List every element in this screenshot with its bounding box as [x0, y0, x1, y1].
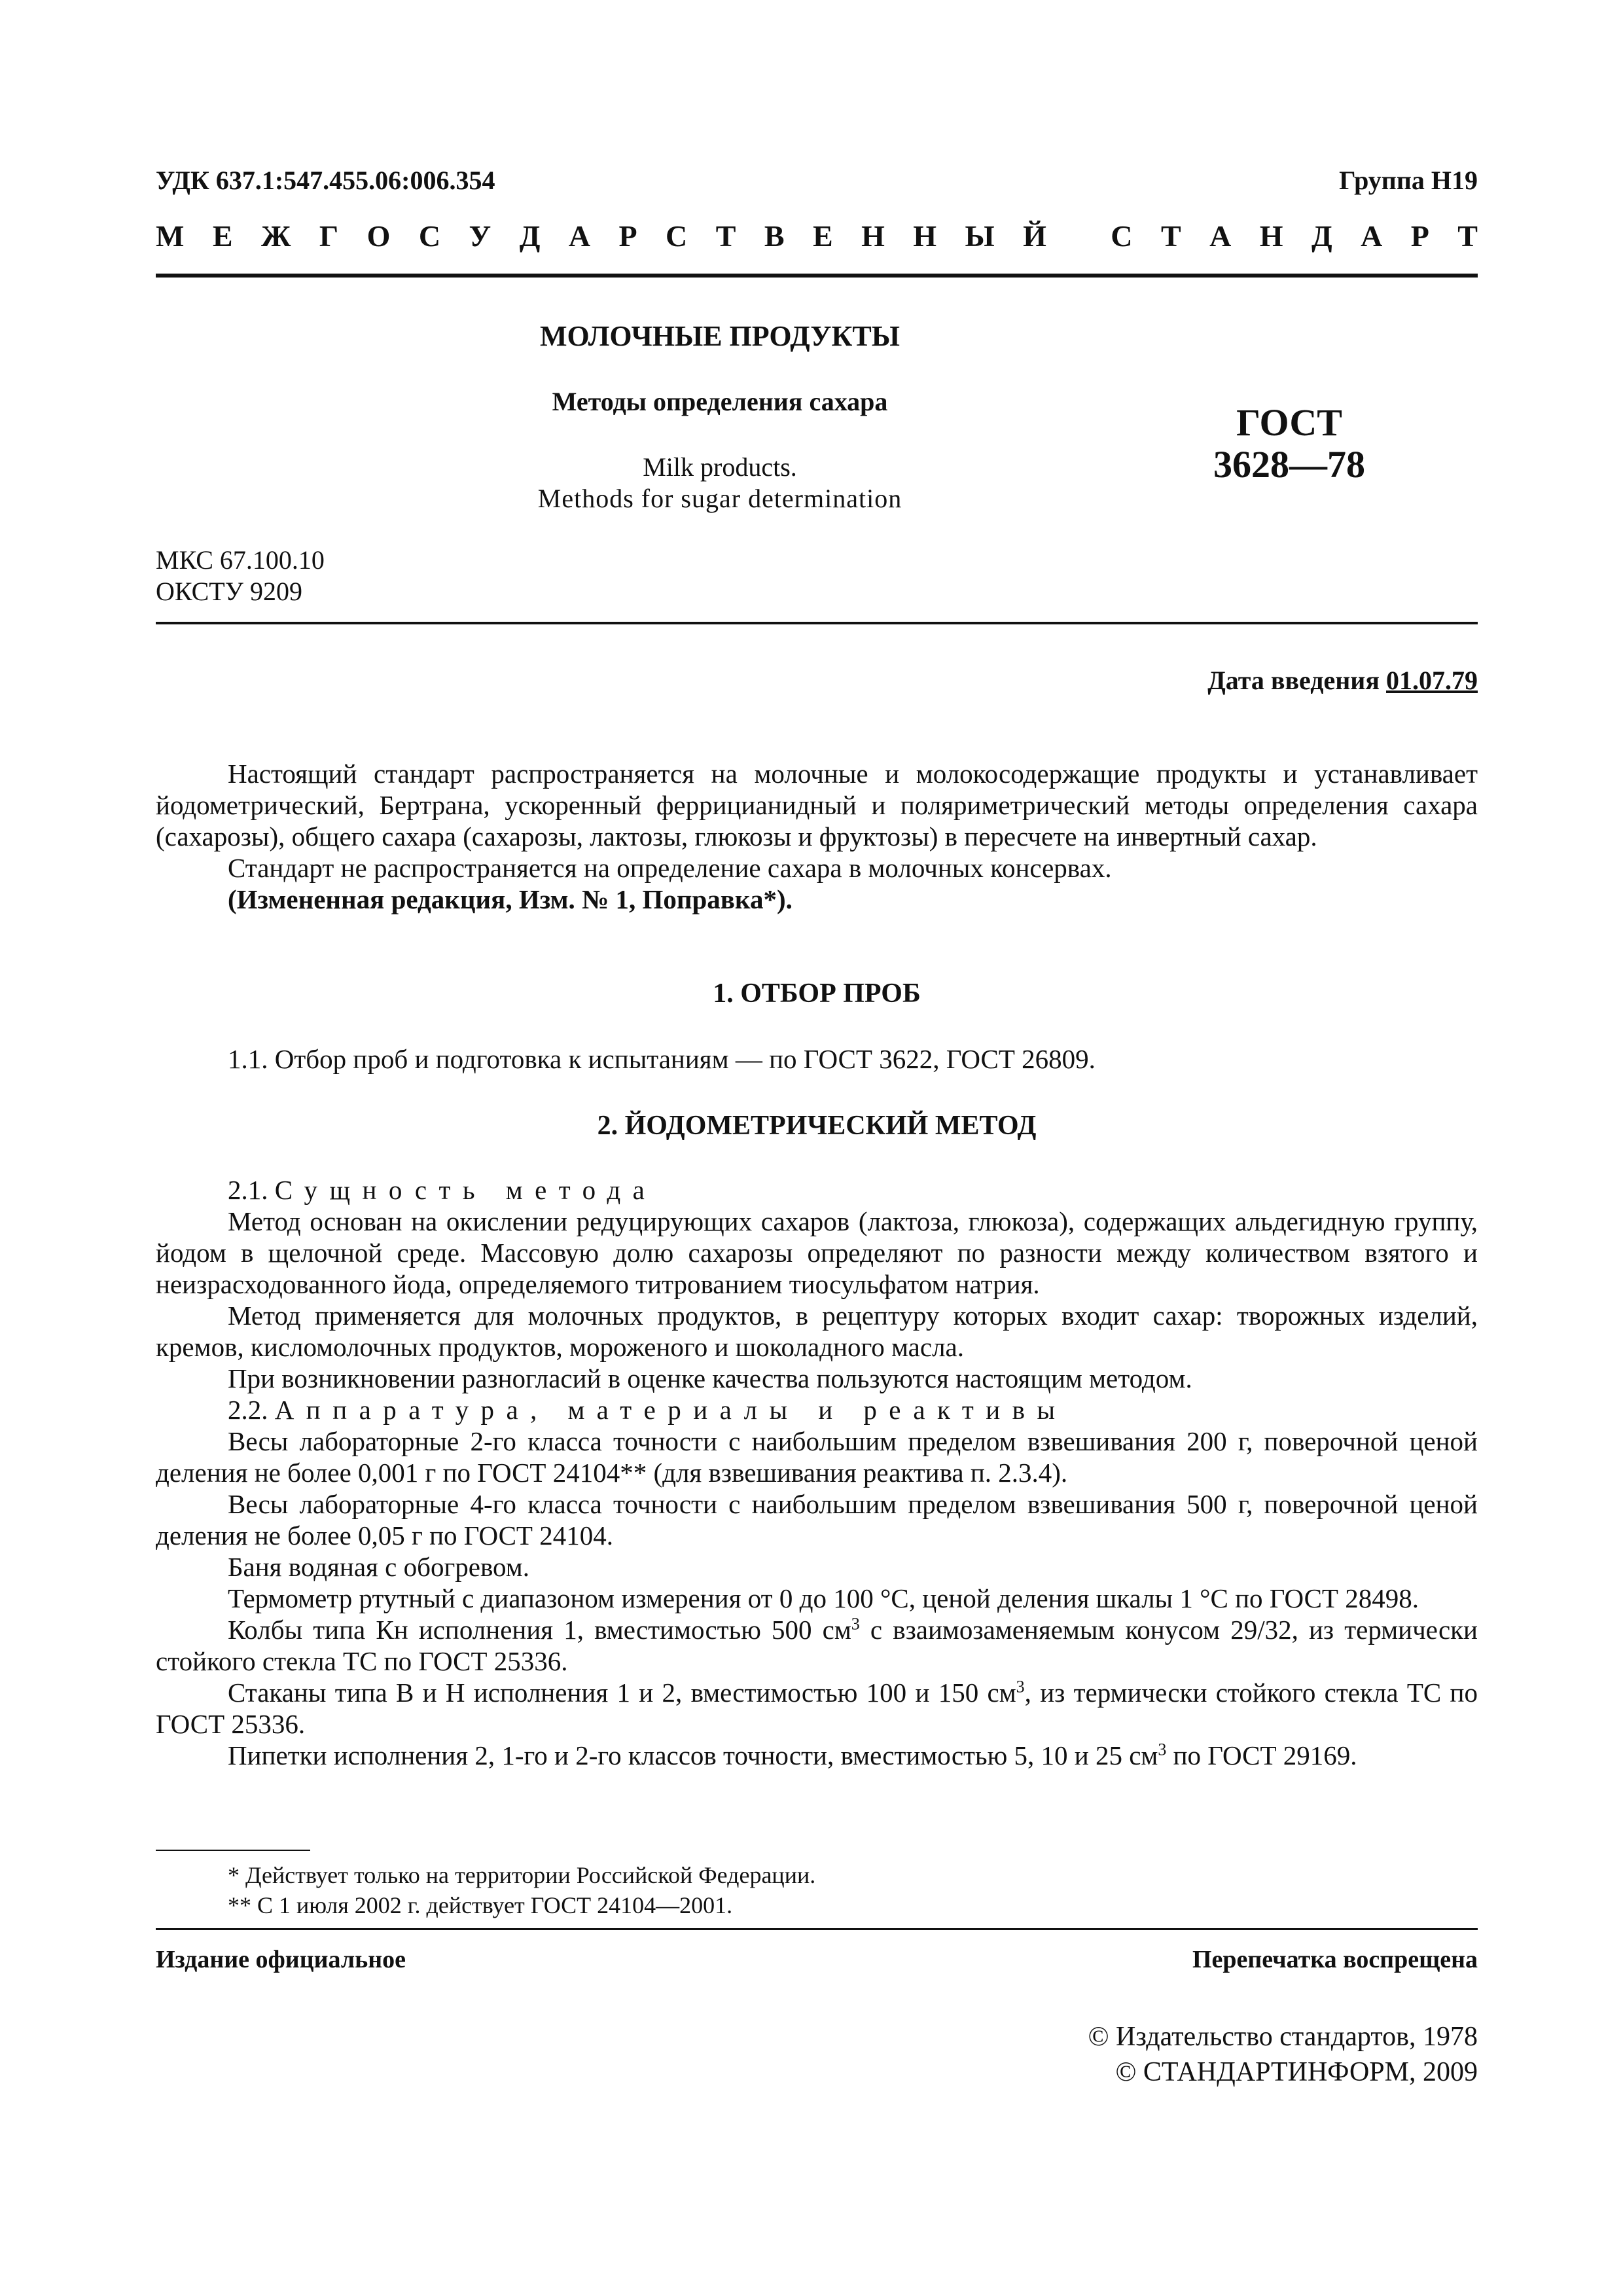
section-2-paragraph-5: Весы лабораторные 4-го класса точности с наибольшим пределом взвешивания 500 г, поверочной ценой деления не более 0,05 г по ГОСТ 24104. — [156, 1489, 1478, 1551]
mks-code: МКС 67.100.10 — [156, 545, 325, 575]
classification-rule — [156, 622, 1478, 624]
standard-type-heading — [156, 219, 1478, 253]
heading-space — [1075, 219, 1082, 253]
section-1-paragraph: 1.1. Отбор проб и подготовка к испытаниям — по ГОСТ 3622, ГОСТ 26809. — [228, 1044, 1096, 1074]
copyright-2: © СТАНДАРТИНФОРМ, 2009 — [1115, 2057, 1478, 2087]
section-2-paragraph-9 — [156, 1677, 1478, 1740]
en-title-line2: Methods for sugar determination — [537, 484, 902, 513]
heading-letter: А — [1361, 219, 1383, 253]
intro-paragraph-1: Настоящий стандарт распространяется на молочные и молокосодержащие продукты и устанавливает йодометрический, Бертрана, ускоренный феррицианидный и поляриметрический методы определения сахара (сахарозы), общего сахара (сахарозы, лактозы, глюкозы и фруктозы) в пересчете на инвертный сахар. — [156, 759, 1478, 852]
section-2-paragraph-6: Баня водяная с обогревом. — [228, 1552, 529, 1582]
ru-subtitle: Методы определения сахара — [552, 387, 888, 416]
intro-date-label: Дата введения — [1207, 666, 1380, 695]
intro-paragraph-3: (Измененная редакция, Изм. № 1, Поправка*). — [228, 884, 793, 914]
footnote-1: * Действует только на территории Российской Федерации. — [228, 1862, 816, 1888]
heading-letter: Т — [715, 219, 736, 253]
heading-letter: А — [568, 219, 591, 253]
subsection-2-2-label: Аппаратура, материалы и реактивы — [274, 1395, 1067, 1425]
section-1-heading: 1. ОТБОР ПРОБ — [713, 978, 921, 1009]
footer-rule — [156, 1928, 1478, 1930]
standard-type-letters — [156, 219, 1478, 253]
heading-letter: Н — [913, 219, 937, 253]
p8-text-c: с взаимозаменяемым конусом 29/32, из термически стойкого стекла ТС по ГОСТ 25336. — [156, 1615, 1478, 1676]
header-rule — [156, 274, 1478, 278]
heading-letter: С — [418, 219, 441, 253]
en-title-line1: Milk products. — [643, 452, 797, 482]
udk-code: УДК 637.1:547.455.06:006.354 — [156, 166, 495, 195]
heading-letter: Г — [319, 219, 339, 253]
subsection-2-1-label: Сущность метода — [274, 1175, 657, 1205]
intro-date-value: 01.07.79 — [1386, 666, 1478, 695]
group-code: Группа Н19 — [1339, 166, 1478, 195]
heading-letter: У — [469, 219, 491, 253]
heading-letter: М — [156, 219, 185, 253]
ru-title: МОЛОЧНЫЕ ПРОДУКТЫ — [540, 320, 900, 352]
heading-letter: В — [764, 219, 785, 253]
footnote-separator — [156, 1850, 310, 1851]
p10-superscript: 3 — [1158, 1740, 1167, 1759]
section-2-paragraph-3: При возникновении разногласий в оценке качества пользуются настоящим методом. — [228, 1363, 1192, 1393]
section-2-paragraph-8 — [156, 1614, 1478, 1677]
subsection-2-2-number: 2.2. — [228, 1395, 268, 1425]
p8-superscript: 3 — [851, 1614, 860, 1634]
heading-letter: С — [666, 219, 688, 253]
heading-letter: Т — [1160, 219, 1181, 253]
intro-date — [1207, 665, 1478, 696]
section-2-heading: 2. ЙОДОМЕТРИЧЕСКИЙ МЕТОД — [597, 1111, 1037, 1141]
official-edition-label: Издание официальное — [156, 1946, 406, 1973]
footnotes — [228, 1860, 815, 1920]
heading-letter: Т — [1457, 219, 1478, 253]
heading-letter: Е — [812, 219, 833, 253]
p9-text-a: Стаканы типа В и Н исполнения 1 и 2, вместимостью 100 и 150 см — [228, 1677, 1016, 1708]
p8-text-a: Колбы типа Кн исполнения 1, вместимостью 500 см — [228, 1615, 851, 1645]
p10-text-a: Пипетки исполнения 2, 1-го и 2-го классов точности, вместимостью 5, 10 и 25 см — [228, 1740, 1158, 1770]
subsection-2-2-title — [156, 1394, 1478, 1426]
heading-letter: Ы — [965, 219, 995, 253]
footnote-2: ** С 1 июля 2002 г. действует ГОСТ 24104—2001. — [228, 1892, 733, 1918]
heading-letter: О — [366, 219, 391, 253]
section-2-paragraph-7: Термометр ртутный с диапазоном измерения от 0 до 100 °С, ценой деления шкалы 1 °С по ГОСТ 28498. — [228, 1583, 1419, 1613]
heading-letter: Н — [1259, 219, 1283, 253]
section-2-paragraph-4: Весы лабораторные 2-го класса точности с наибольшим пределом взвешивания 200 г, поверочной ценой деления не более 0,001 г по ГОСТ 24104** (для взвешивания реактива п. 2.3.4). — [156, 1426, 1478, 1488]
section-2-body — [156, 1174, 1478, 1771]
intro-paragraph-2: Стандарт не распространяется на определение сахара в молочных консервах. — [228, 853, 1112, 883]
heading-letter: Р — [618, 219, 637, 253]
heading-letter: Р — [1410, 219, 1429, 253]
gost-label: ГОСТ — [1236, 401, 1342, 444]
heading-letter: Й — [1023, 219, 1046, 253]
heading-letter: Ж — [260, 219, 291, 253]
intro-section — [156, 758, 1478, 915]
gost-number: 3628—78 — [1213, 443, 1365, 486]
heading-letter: С — [1111, 219, 1133, 253]
p9-text-c: , из термически стойкого стекла ТС по ГОСТ 25336. — [156, 1677, 1478, 1739]
heading-letter: Н — [861, 219, 885, 253]
subsection-2-1-number: 2.1. — [228, 1175, 268, 1205]
p9-superscript: 3 — [1016, 1677, 1025, 1696]
section-2-paragraph-2: Метод применяется для молочных продуктов, в рецептуру которых входит сахар: творожных изделий, кремов, кисломолочных продуктов, мороженого и шоколадного масла. — [156, 1300, 1478, 1362]
heading-letter: Д — [519, 219, 541, 253]
okstu-code: ОКСТУ 9209 — [156, 577, 303, 606]
section-1-body — [156, 1043, 1478, 1075]
section-2-paragraph-10 — [156, 1740, 1478, 1771]
heading-letter: Д — [1311, 219, 1332, 253]
copyright-1: © Издательство стандартов, 1978 — [1088, 2022, 1478, 2052]
p10-text-c: по ГОСТ 29169. — [1166, 1740, 1357, 1770]
reprint-prohibited-label: Перепечатка воспрещена — [1192, 1946, 1478, 1973]
heading-letter: А — [1209, 219, 1232, 253]
section-2-paragraph-1: Метод основан на окислении редуцирующих сахаров (лактоза, глюкоза), содержащих альдегидную группу, йодом в щелочной среде. Массовую долю сахарозы определяют по разности между количеством взятого и неизрасходованного йода, определяемого титрованием тиосульфатом натрия. — [156, 1206, 1478, 1299]
subsection-2-1-title — [156, 1174, 1478, 1206]
heading-letter: Е — [212, 219, 233, 253]
